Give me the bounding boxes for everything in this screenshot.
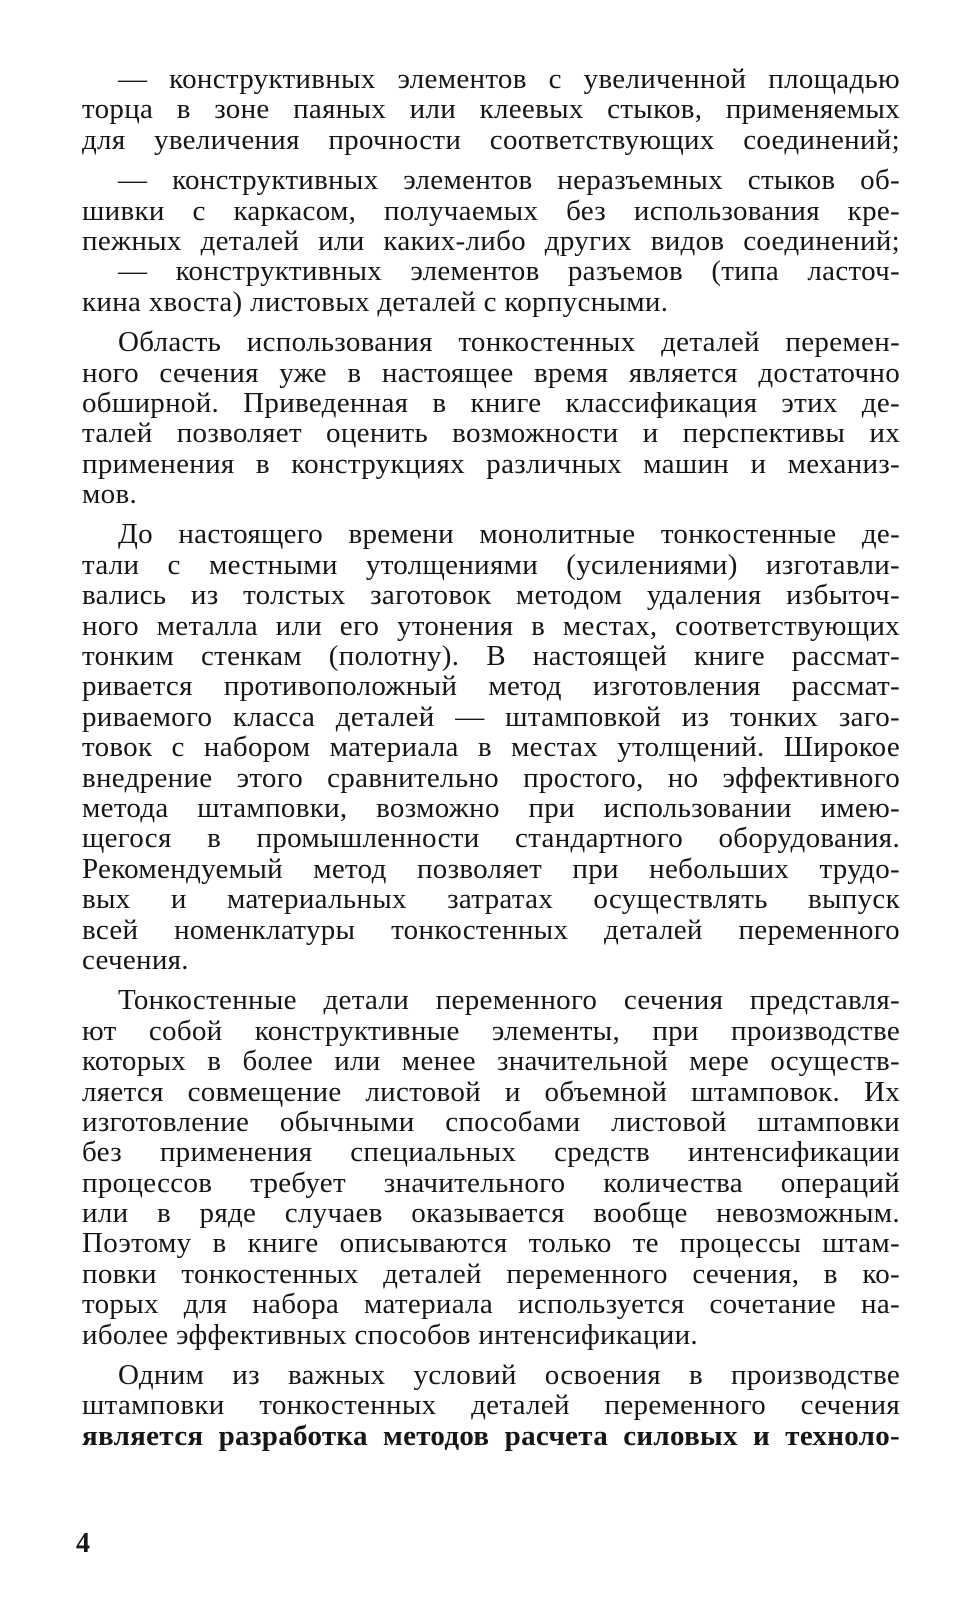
text-line: талей позволяет оценить возможности и перспективы их	[82, 417, 900, 450]
page-number: 4	[76, 1528, 90, 1559]
text-line: ют собой конструктивные элементы, при производстве	[82, 1014, 900, 1047]
text-line: изготовление обычными способами листовой штамповки	[82, 1105, 900, 1138]
text-line: метода штамповки, возможно при использовании имею-	[82, 791, 900, 824]
text-line: пежных деталей или каких-либо других видов соединений;	[82, 224, 900, 257]
text-line: Рекомендуемый метод позволяет при небольших трудо-	[82, 852, 900, 885]
text-line: иболее эффективных способов интенсификации.	[82, 1318, 698, 1351]
text-line: без применения специальных средств интенсификации	[82, 1136, 900, 1169]
text-line: ного сечения уже в настоящее время является достаточно	[82, 356, 900, 389]
text-line: До настоящего времени монолитные тонкостенные де-	[118, 518, 900, 551]
text-line: Тонкостенные детали переменного сечения представля-	[118, 984, 900, 1017]
text-line: мов.	[82, 478, 137, 511]
text-line: вались из толстых заготовок методом удаления избыточ-	[82, 579, 900, 612]
paragraph-3	[82, 256, 900, 317]
text-line: ляется совмещение листовой и объемной штамповок. Их	[82, 1075, 900, 1108]
text-line: которых в более или менее значительной мере осуществ-	[82, 1045, 900, 1078]
text-line: или в ряде случаев оказывается вообще невозможным.	[82, 1197, 900, 1230]
text-line: вых и материальных затратах осуществлять выпуск	[82, 883, 900, 916]
text-line: товок с набором материала в местах утолщений. Широкое	[82, 731, 900, 764]
text-line: сечения.	[82, 943, 189, 976]
text-line: шивки с каркасом, получаемых без использования кре-	[82, 194, 900, 227]
text-line: обширной. Приведенная в книге классификация этих де-	[82, 386, 900, 419]
paragraph-6	[82, 985, 900, 1350]
text-line: торца в зоне паяных или клеевых стыков, применяемых	[82, 93, 900, 126]
text-line: — конструктивных элементов с увеличенной площадью	[118, 63, 900, 95]
text-line: тонким стенкам (полотну). В настоящей книге рассмат-	[82, 640, 900, 673]
text-line: повки тонкостенных деталей переменного сечения, в ко-	[82, 1257, 900, 1290]
text-line: Одним из важных условий освоения в производстве	[118, 1359, 900, 1392]
text-line: тали с местными утолщениями (усилениями) изготавли-	[82, 548, 900, 581]
text-line: является разработка методов расчета силовых и техноло-	[82, 1419, 900, 1452]
page-text	[82, 64, 900, 1451]
paragraph-5	[82, 519, 900, 975]
text-line: кина хвоста) листовых деталей с корпусными.	[82, 285, 669, 318]
text-line: риваемого класса деталей — штамповкой из тонких заго-	[82, 700, 900, 733]
text-line: процессов требует значительного количества операций	[82, 1166, 900, 1199]
text-line: ривается противоположный метод изготовления рассмат-	[82, 670, 900, 703]
text-line: — конструктивных элементов неразъемных стыков об-	[118, 164, 900, 197]
text-line: применения в конструкциях различных машин и механиз-	[82, 447, 900, 480]
text-line: внедрение этого сравнительно простого, но эффективного	[82, 761, 900, 794]
text-line: торых для набора материала используется сочетание на-	[82, 1288, 900, 1321]
text-line: Область использования тонкостенных деталей перемен-	[118, 326, 900, 359]
text-line: для увеличения прочности соответствующих соединений;	[82, 123, 900, 156]
text-line: Поэтому в книге описываются только те процессы штам-	[82, 1227, 900, 1260]
paragraph-7	[82, 1360, 900, 1451]
text-line: штамповки тонкостенных деталей переменного сечения	[82, 1389, 900, 1422]
text-line: ного металла или его утонения в местах, соответствующих	[82, 609, 900, 642]
text-line: щегося в промышленности стандартного оборудования.	[82, 822, 900, 855]
text-line: — конструктивных элементов разъемов (типа ласточ-	[118, 255, 900, 288]
paragraph-1	[82, 64, 900, 155]
paragraph-4	[82, 327, 900, 509]
text-line: всей номенклатуры тонкостенных деталей переменного	[82, 913, 900, 946]
paragraph-2	[82, 165, 900, 256]
